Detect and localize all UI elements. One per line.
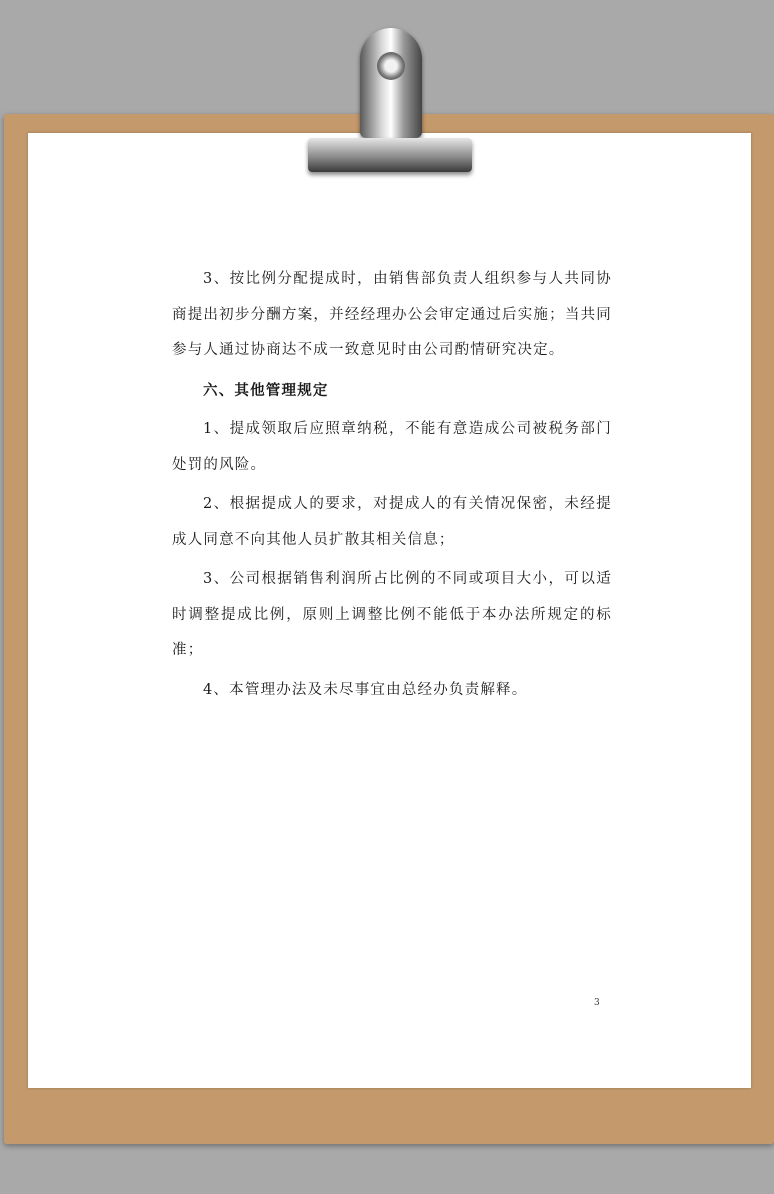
page-number: 3	[594, 998, 600, 1008]
clip-ring	[360, 28, 422, 138]
paragraph-confidentiality: 2、根据提成人的要求，对提成人的有关情况保密，未经提成人同意不向其他人员扩散其相关信息；	[172, 496, 612, 548]
clip-hole	[377, 52, 405, 80]
clip-base	[308, 138, 472, 172]
paragraph-tax: 1、提成领取后应照章纳税，不能有意造成公司被税务部门处罚的风险。	[172, 421, 612, 473]
section-heading: 六、其他管理规定	[203, 381, 329, 399]
paragraph-adjustment: 3、公司根据销售利润所占比例的不同或项目大小，可以适时调整提成比例，原则上调整比例不能低于本办法所规定的标准；	[172, 571, 612, 658]
paragraph-distribution: 3、按比例分配提成时，由销售部负责人组织参与人共同协商提出初步分酬方案，并经经理办公会审定通过后实施；当共同参与人通过协商达不成一致意见时由公司酌情研究决定。	[172, 271, 612, 358]
document-body	[172, 262, 612, 712]
paragraph-interpretation: 4、本管理办法及未尽事宜由总经办负责解释。	[203, 681, 528, 698]
